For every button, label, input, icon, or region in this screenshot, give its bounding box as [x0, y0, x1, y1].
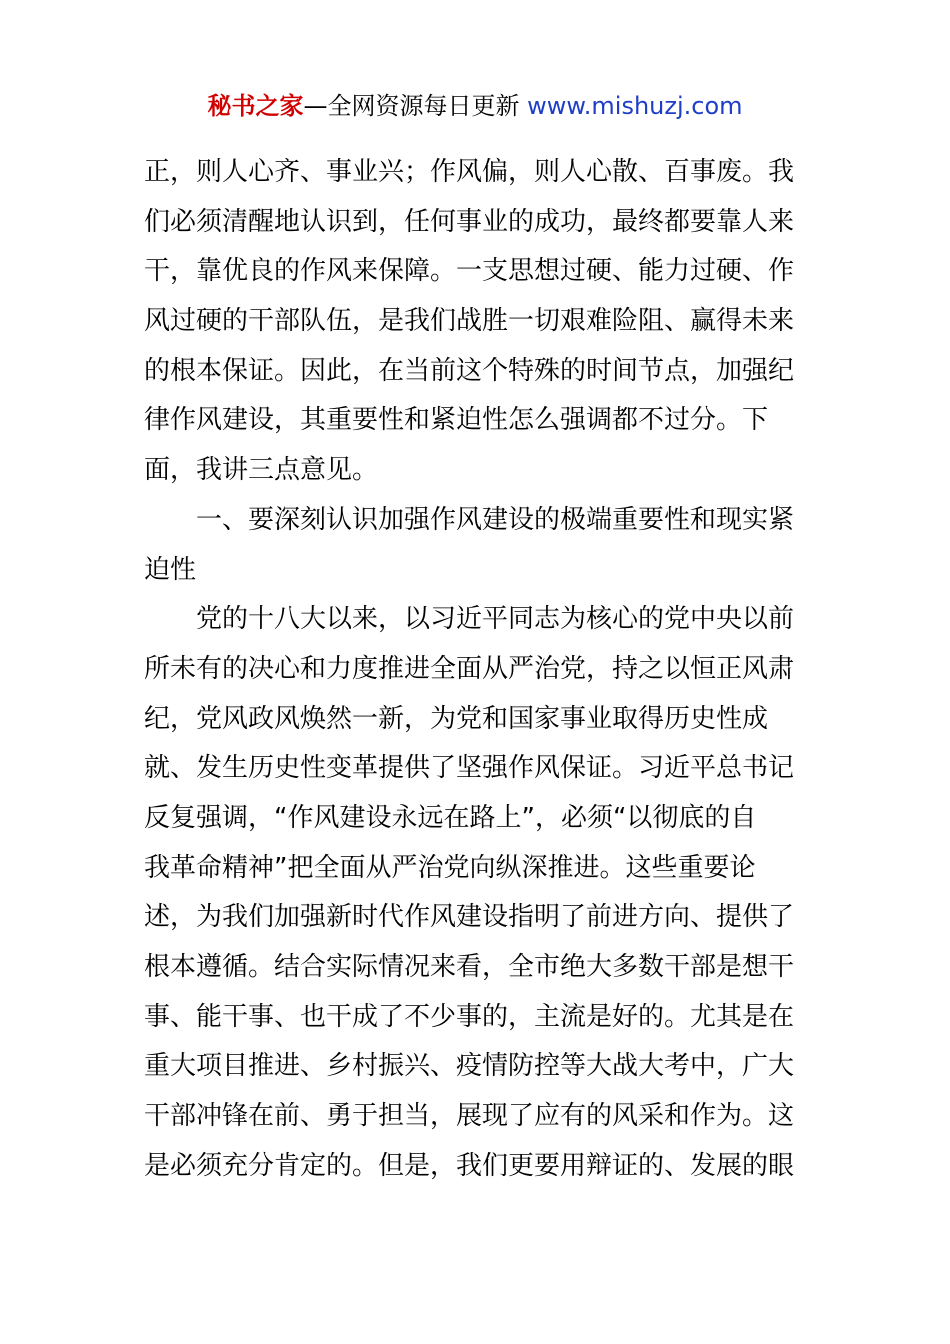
text-line: 正，则人心齐、事业兴；作风偏，则人心散、百事废。我 [144, 157, 795, 187]
section-heading-line: 一、要深刻认识加强作风建设的极端重要性和现实紧 [196, 504, 795, 535]
text-line: 面，我讲三点意见。 [144, 455, 379, 486]
site-banner [0, 86, 950, 126]
text-line: 党的十八大以来，以习近平同志为核心的党中央以前 [196, 604, 795, 635]
text-line: 重大项目推进、乡村振兴、疫情防控等大战大考中，广大 [144, 1051, 795, 1082]
text-line: 的根本保证。因此，在当前这个特殊的时间节点，加强纪 [144, 355, 795, 386]
banner-tagline: —全网资源每日更新 [303, 92, 528, 120]
text-line: 是必须充分肯定的。但是，我们更要用辩证的、发展的眼 [144, 1150, 795, 1181]
text-line: 事、能干事、也干成了不少事的，主流是好的。尤其是在 [144, 1001, 795, 1032]
text-line: 就、发生历史性变革提供了坚强作风保证。习近平总书记 [144, 753, 795, 784]
text-line: 们必须清醒地认识到，任何事业的成功，最终都要靠人来 [144, 206, 795, 237]
text-line: 律作风建设，其重要性和紧迫性怎么强调都不过分。下 [144, 405, 769, 436]
text-line: 干部冲锋在前、勇于担当，展现了应有的风采和作为。这 [144, 1101, 795, 1132]
text-line: 述，为我们加强新时代作风建设指明了前进方向、提供了 [144, 902, 795, 933]
text-line: 纪，党风政风焕然一新，为党和国家事业取得历史性成 [144, 703, 769, 734]
text-line: 所未有的决心和力度推进全面从严治党，持之以恒正风肃 [144, 653, 795, 684]
site-url-link[interactable]: www.mishuzj.com [527, 92, 743, 120]
section-heading-line: 迫性 [144, 554, 197, 585]
document-body [144, 148, 812, 1191]
text-line: 根本遵循。结合实际情况来看，全市绝大多数干部是想干 [144, 952, 795, 982]
text-line: 我革命精神”把全面从严治党向纵深推进。这些重要论 [144, 852, 756, 883]
text-line: 风过硬的干部队伍，是我们战胜一切艰难险阻、赢得未来 [144, 306, 795, 337]
text-line: 干，靠优良的作风来保障。一支思想过硬、能力过硬、作 [144, 256, 795, 287]
brand-name: 秘书之家 [207, 92, 304, 120]
text-line: 反复强调，“作风建设永远在路上”，必须“以彻底的自 [144, 802, 757, 833]
